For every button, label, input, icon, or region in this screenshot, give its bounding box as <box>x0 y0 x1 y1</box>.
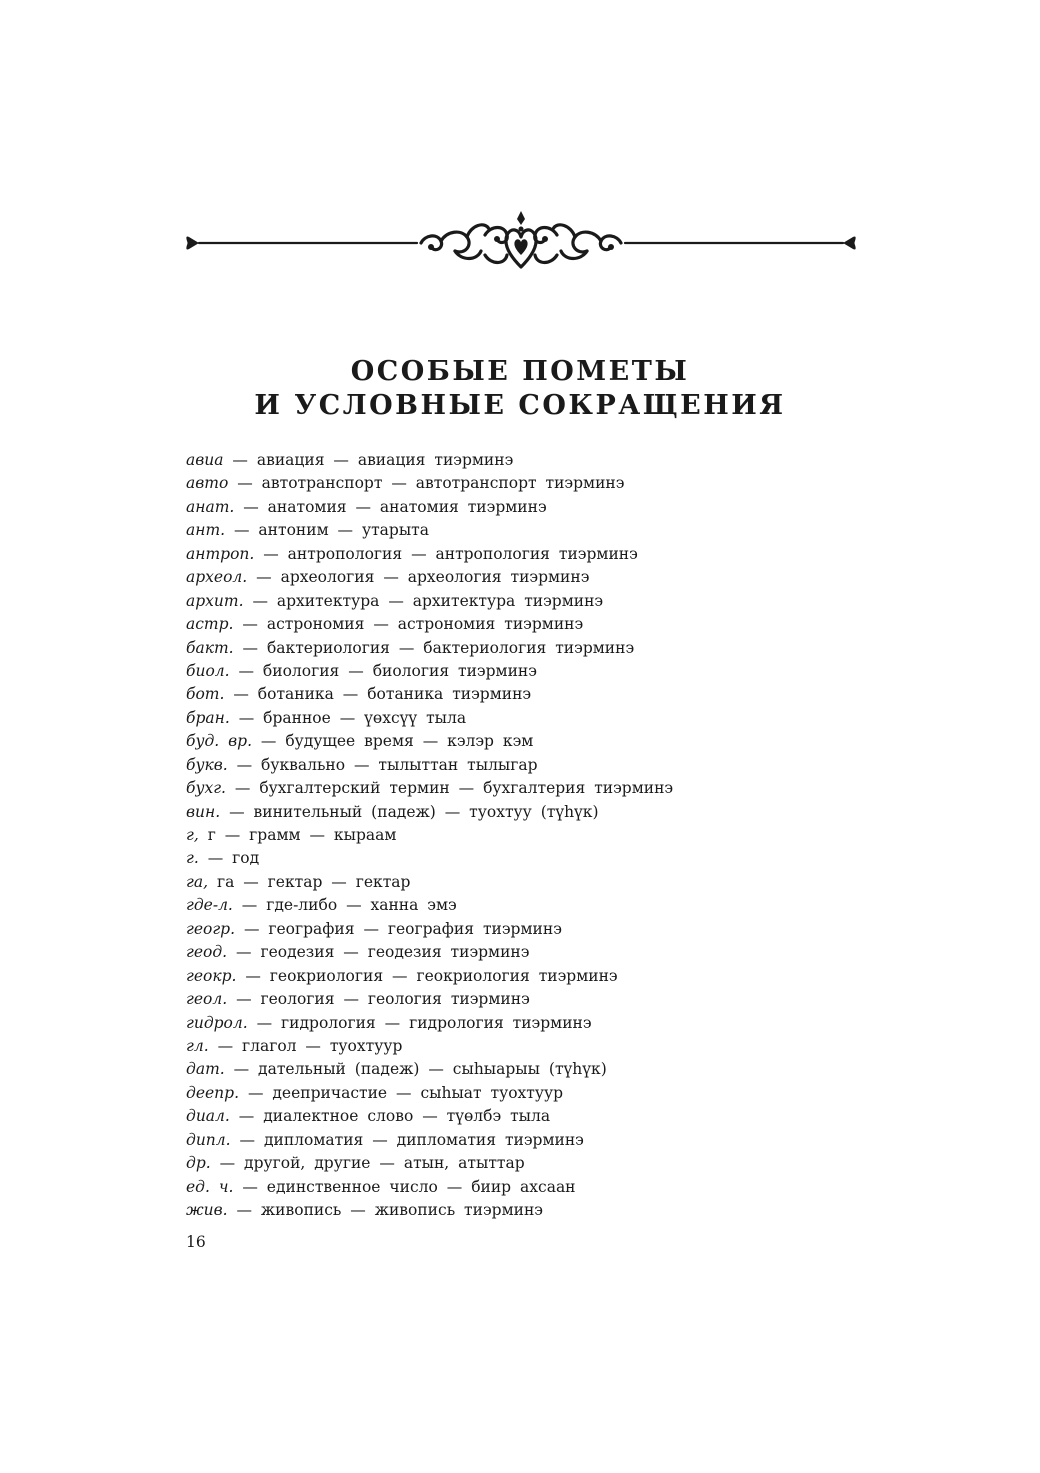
abbreviation: астр. <box>186 615 234 634</box>
list-item <box>186 1152 906 1175</box>
definition: — автотранспорт — автотранспорт тиэрминэ <box>228 474 625 493</box>
abbreviation: диал. <box>186 1107 230 1126</box>
definition: — антоним — утарыта <box>225 521 429 540</box>
list-item <box>186 730 906 753</box>
list-item <box>186 472 906 495</box>
definition: г — грамм — кыраам <box>198 826 397 844</box>
definition: — глагол — туохтуур <box>208 1036 403 1055</box>
definition: — астрономия — астрономия тиэрминэ <box>233 615 584 634</box>
definition: — бактериология — бактериология тиэрминэ <box>233 638 635 657</box>
definition: — архитектура — архитектура тиэрминэ <box>243 591 604 610</box>
abbreviation: гл. <box>186 1036 209 1055</box>
abbreviation: вин. <box>186 802 221 821</box>
abbreviation: дат. <box>186 1060 225 1079</box>
definition: — геология — геология тиэрминэ <box>227 990 530 1009</box>
definition: — ботаника — ботаника тиэрминэ <box>224 685 532 704</box>
abbreviation: бот. <box>186 685 225 704</box>
abbreviation-list <box>186 449 906 1222</box>
abbreviation: где-л. <box>186 896 233 915</box>
page-title-line-1: ОСОБЫЕ ПОМЕТЫ <box>350 356 690 387</box>
list-item <box>186 965 906 988</box>
abbreviation: ед. ч. <box>186 1177 234 1196</box>
list-item <box>186 988 906 1011</box>
abbreviation: геод. <box>186 943 228 962</box>
definition: — анатомия — анатомия тиэрминэ <box>234 497 547 516</box>
abbreviation: бакт. <box>186 638 234 657</box>
page-number: 16 <box>186 1233 206 1251</box>
abbreviation: биол. <box>186 661 230 680</box>
abbreviation: ант. <box>186 521 226 540</box>
list-item <box>186 1058 906 1081</box>
list-item <box>186 801 906 824</box>
list-item <box>186 1129 906 1152</box>
list-item <box>186 847 906 870</box>
definition: — деепричастие — сыһыат туохтуур <box>239 1083 564 1102</box>
abbreviation: бран. <box>186 708 230 727</box>
definition: — бранное — үөхсүү тыла <box>229 708 467 727</box>
definition: — другой, другие — атын, атыттар <box>210 1154 525 1173</box>
list-item <box>186 871 906 894</box>
list-item <box>186 1199 906 1222</box>
list-item <box>186 754 906 777</box>
definition: га — гектар — гектар <box>208 872 411 891</box>
abbreviation: г, <box>186 826 199 844</box>
decorative-ornament-divider <box>185 205 857 280</box>
abbreviation: г. <box>186 849 199 868</box>
definition: — дипломатия — дипломатия тиэрминэ <box>230 1130 584 1149</box>
definition: — геокриология — геокриология тиэрминэ <box>236 966 618 985</box>
abbreviation: антроп. <box>186 544 255 563</box>
definition: — бухгалтерский термин — бухгалтерия тиэрминэ <box>225 779 674 798</box>
abbreviation: авто <box>186 474 229 493</box>
definition: — диалектное слово — түөлбэ тыла <box>229 1107 551 1126</box>
abbreviation: дипл. <box>186 1130 231 1149</box>
list-item <box>186 918 906 941</box>
definition: — авиация — авиация тиэрминэ <box>223 451 514 469</box>
definition: — антропология — антропология тиэрминэ <box>254 544 638 563</box>
abbreviation: архит. <box>186 591 244 610</box>
definition: — живопись — живопись тиэрминэ <box>227 1201 543 1219</box>
list-item <box>186 660 906 683</box>
definition: — будущее время — кэлэр кэм <box>252 732 534 751</box>
list-item <box>186 519 906 542</box>
abbreviation: букв. <box>186 755 228 774</box>
definition: — где-либо — ханна эмэ <box>232 896 457 915</box>
abbreviation: геол. <box>186 990 228 1009</box>
list-item <box>186 1082 906 1105</box>
list-item <box>186 590 906 613</box>
list-item <box>186 613 906 636</box>
list-item <box>186 449 906 472</box>
definition: — винительный (падеж) — туохтуу (түһүк) <box>220 802 599 821</box>
list-item <box>186 894 906 917</box>
list-item <box>186 707 906 730</box>
list-item <box>186 566 906 589</box>
abbreviation: анат. <box>186 497 235 516</box>
definition: — гидрология — гидрология тиэрминэ <box>247 1013 592 1032</box>
definition: — буквально — тылыттан тылыгар <box>227 755 538 774</box>
definition: — геодезия — геодезия тиэрминэ <box>227 943 530 962</box>
abbreviation: деепр. <box>186 1083 240 1102</box>
abbreviation: га, <box>186 872 209 891</box>
list-item <box>186 637 906 660</box>
definition: — год <box>198 849 260 868</box>
list-item <box>186 496 906 519</box>
abbreviation: др. <box>186 1154 211 1173</box>
list-item <box>186 777 906 800</box>
definition: — археология — археология тиэрминэ <box>247 568 590 587</box>
list-item <box>186 1012 906 1035</box>
abbreviation: геокр. <box>186 966 237 985</box>
abbreviation: бухг. <box>186 779 226 798</box>
definition: — единственное число — биир ахсаан <box>233 1177 576 1196</box>
definition: — география — география тиэрминэ <box>235 919 562 938</box>
abbreviation: археол. <box>186 568 248 587</box>
abbreviation: гидрол. <box>186 1013 248 1032</box>
abbreviation: буд. вр. <box>186 732 252 751</box>
list-item <box>186 683 906 706</box>
definition: — дательный (падеж) — сыһыарыы (түһүк) <box>224 1060 607 1079</box>
list-item <box>186 1035 906 1058</box>
definition: — биология — биология тиэрминэ <box>229 661 537 680</box>
list-item <box>186 1105 906 1128</box>
list-item <box>186 941 906 964</box>
abbreviation: авиа <box>186 451 224 469</box>
abbreviation: жив. <box>186 1201 228 1219</box>
list-item <box>186 824 906 847</box>
abbreviation: геогр. <box>186 919 236 938</box>
page-title-line-2: И УСЛОВНЫЕ СОКРАЩЕНИЯ <box>254 390 786 421</box>
list-item <box>186 543 906 566</box>
list-item <box>186 1176 906 1199</box>
